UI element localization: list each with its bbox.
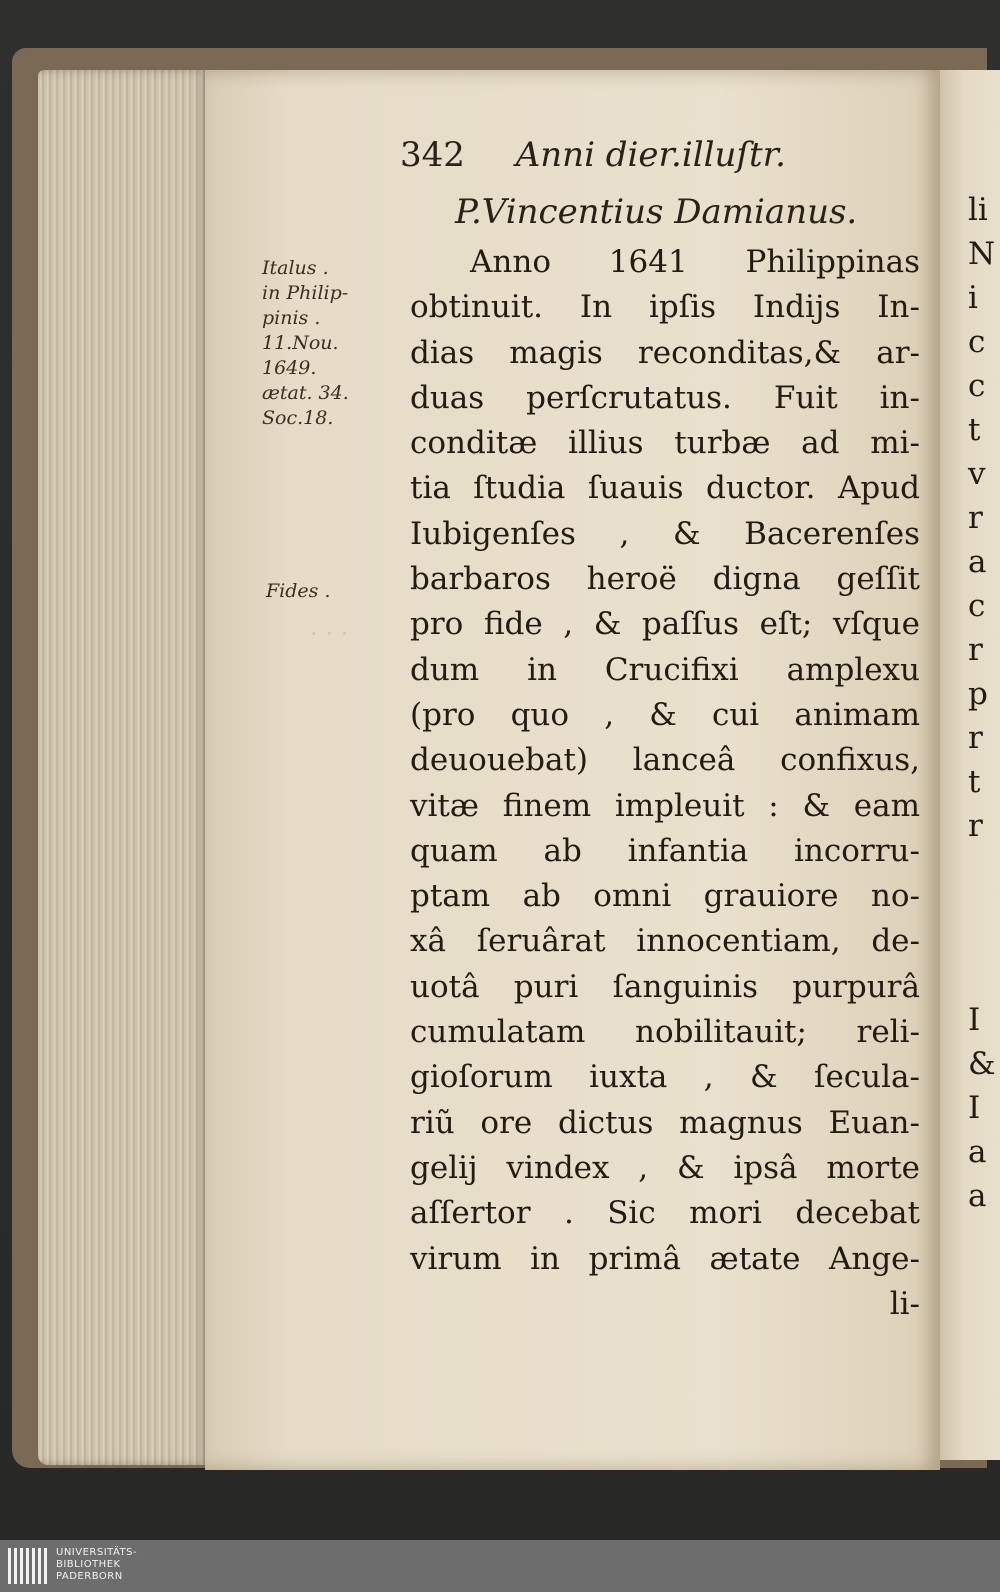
library-logo-icon bbox=[6, 1544, 50, 1588]
text-line: gioſorum iuxta , & ſecula- bbox=[410, 1059, 920, 1096]
margin-note: 1649. bbox=[262, 357, 317, 379]
text-line: virum in primâ ætate Ange- bbox=[410, 1240, 920, 1277]
text-line: tia ſtudia ſuauis ductor. Apud bbox=[410, 470, 920, 507]
text-line: ptam ab omni grauiore no- bbox=[410, 878, 920, 915]
catchword: li- bbox=[889, 1285, 920, 1322]
right-fragment: r bbox=[968, 808, 983, 844]
right-fragment: a bbox=[968, 1178, 987, 1214]
text-line: duas perſcrutatus. Fuit in- bbox=[410, 379, 920, 416]
logo-line: PADERBORN bbox=[56, 1571, 123, 1582]
text-line: Iubigenſes , & Bacerenſes bbox=[410, 515, 920, 552]
right-fragment: a bbox=[968, 544, 987, 580]
right-fragment: r bbox=[968, 632, 983, 668]
page-edges bbox=[38, 70, 208, 1465]
body-text bbox=[410, 240, 920, 1327]
text-line: (pro quo , & cui animam bbox=[410, 696, 920, 733]
right-fragment: r bbox=[968, 720, 983, 756]
right-fragment: c bbox=[968, 588, 986, 624]
text-line: riũ ore dictus magnus Euan- bbox=[410, 1104, 920, 1141]
right-fragment: li bbox=[968, 192, 988, 228]
margin-note: Italus . bbox=[262, 257, 329, 279]
running-header bbox=[400, 135, 786, 175]
show-through: · · · bbox=[310, 620, 349, 648]
right-fragment: v bbox=[968, 456, 986, 492]
text-line: Anno 1641 Philippinas bbox=[470, 244, 920, 280]
right-fragment: i bbox=[968, 280, 978, 316]
right-gap bbox=[968, 848, 996, 998]
margin-note: in Philip- bbox=[262, 282, 349, 304]
text-line: obtinuit. In ipſis Indijs In- bbox=[410, 289, 920, 326]
right-page-fragments bbox=[968, 188, 996, 1218]
running-title: Anni dier.illuſtr. bbox=[515, 135, 786, 175]
right-fragment: I bbox=[968, 1090, 981, 1126]
library-logo-text bbox=[56, 1547, 137, 1583]
margin-notes bbox=[262, 256, 349, 431]
margin-note: Soc.18. bbox=[262, 407, 334, 429]
right-fragment: & bbox=[968, 1046, 996, 1082]
logo-line: BIBLIOTHEK bbox=[56, 1559, 121, 1570]
text-line: dias magis reconditas,& ar- bbox=[410, 334, 920, 371]
right-fragment: a bbox=[968, 1134, 987, 1170]
right-fragment: t bbox=[968, 764, 981, 800]
text-line: quam ab infantia incorru- bbox=[410, 832, 920, 869]
text-line: deuouebat) lanceâ confixus, bbox=[410, 742, 920, 779]
footer-bar bbox=[0, 1540, 1000, 1592]
text-line: gelij vindex , & ipsâ morte bbox=[410, 1149, 920, 1186]
text-line: dum in Crucifixi amplexu bbox=[410, 651, 920, 688]
text-line: barbaros heroë digna geſſit bbox=[410, 561, 920, 598]
text-line: uotâ puri ſanguinis purpurâ bbox=[410, 968, 920, 1005]
text-line: xâ ſeruârat innocentiam, de- bbox=[410, 923, 920, 960]
right-fragment: N bbox=[968, 236, 996, 272]
text-line: aſſertor . Sic mori decebat bbox=[410, 1195, 920, 1232]
text-line: conditæ illius turbæ ad mi- bbox=[410, 425, 920, 462]
text-line: vitæ finem impleuit : & eam bbox=[410, 787, 920, 824]
margin-note-fides: Fides . bbox=[266, 580, 331, 602]
right-fragment: t bbox=[968, 412, 981, 448]
page-number: 342 bbox=[400, 135, 465, 175]
text-line: cumulatam nobilitauit; reli- bbox=[410, 1014, 920, 1051]
margin-note: pinis . bbox=[262, 307, 321, 329]
section-title: P.Vincentius Damianus. bbox=[455, 192, 858, 232]
right-fragment: I bbox=[968, 1002, 981, 1038]
right-fragment: p bbox=[968, 676, 988, 712]
margin-note: 11.Nou. bbox=[262, 332, 339, 354]
margin-note: ætat. 34. bbox=[262, 382, 349, 404]
text-line: pro fide , & paſſus eſt; vſque bbox=[410, 606, 920, 643]
right-fragment: r bbox=[968, 500, 983, 536]
right-fragment: c bbox=[968, 368, 986, 404]
right-fragment: c bbox=[968, 324, 986, 360]
logo-line: UNIVERSITÄTS- bbox=[56, 1547, 138, 1558]
